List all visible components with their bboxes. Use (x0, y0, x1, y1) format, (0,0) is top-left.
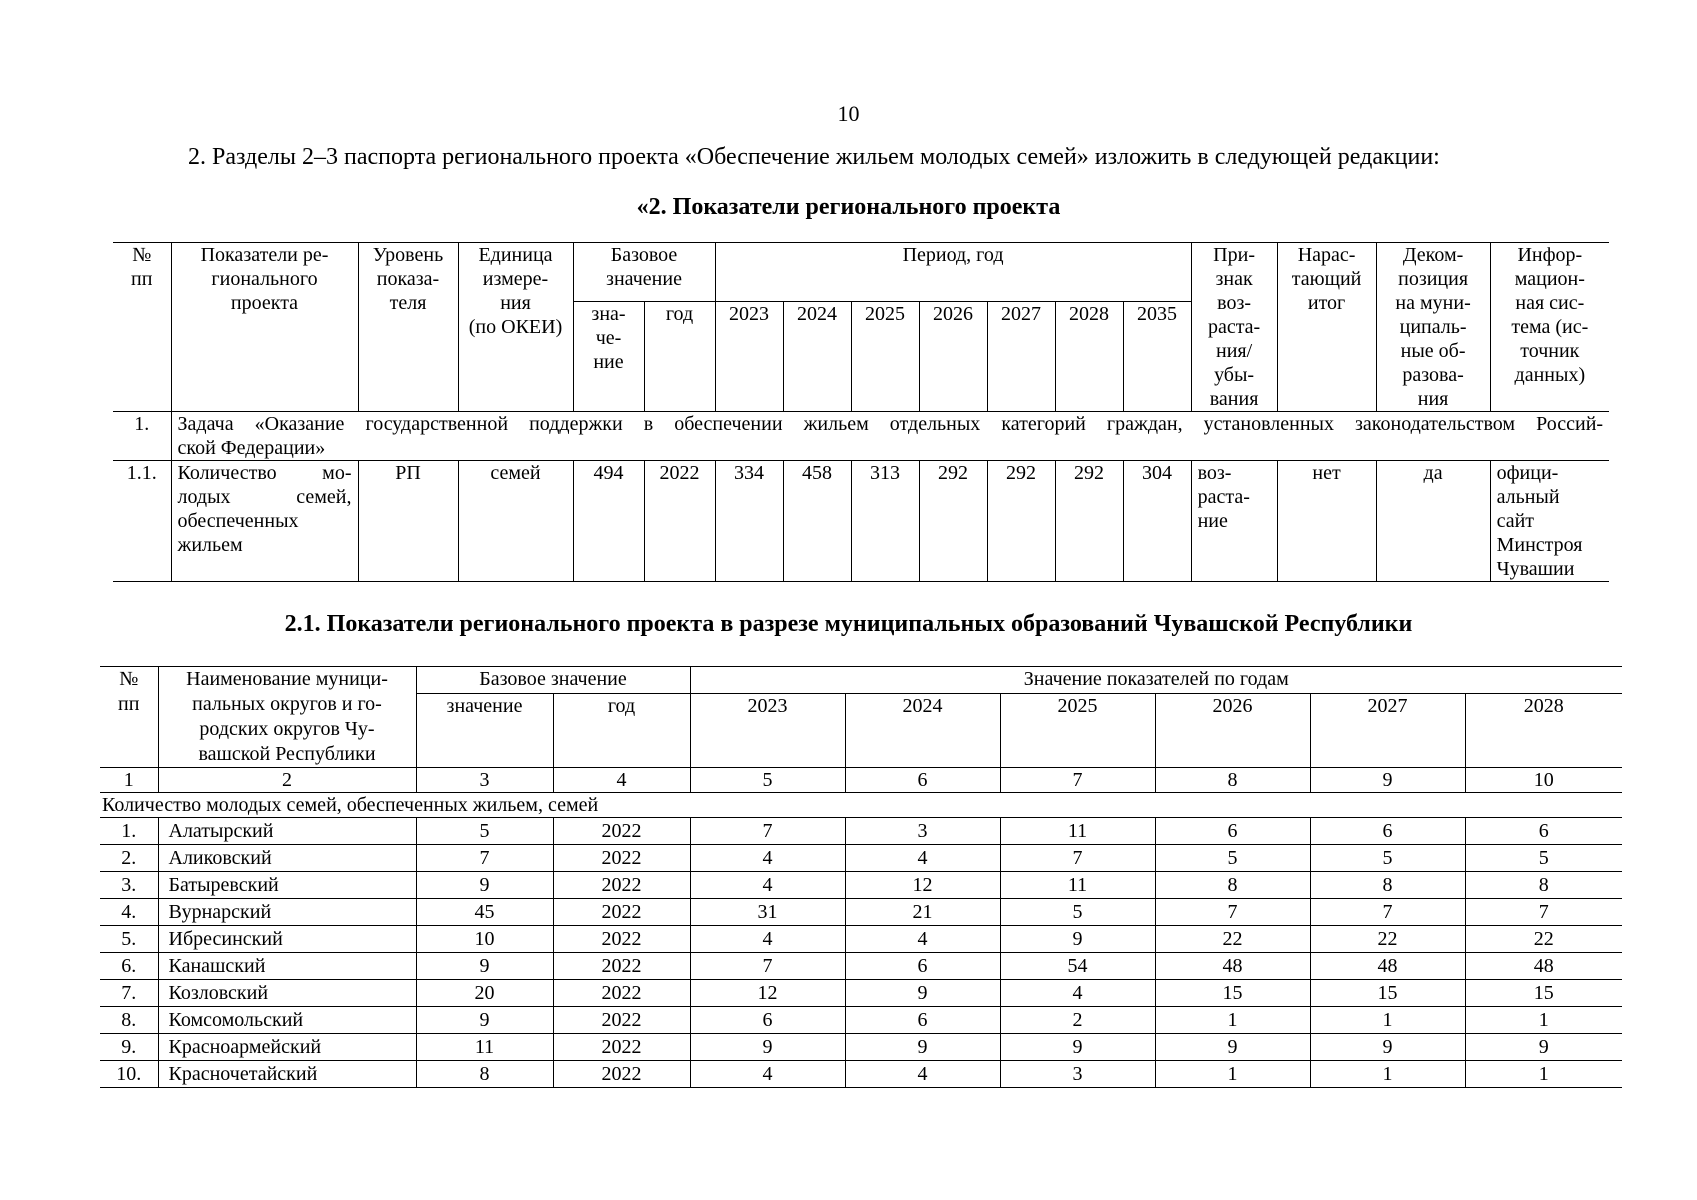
t1-head-year: 2024 (783, 302, 851, 412)
t2-head-year: 2027 (1310, 694, 1465, 768)
year-value: 2 (1000, 1007, 1155, 1034)
year-value: 22 (1310, 926, 1465, 953)
municipality-name: Красноармейский (158, 1034, 416, 1061)
t1-task-text-line2: ской Федерации» (177, 437, 326, 459)
year-value: 1 (1465, 1061, 1622, 1088)
year-value: 4 (690, 1061, 845, 1088)
t2-head-values-by-year: Значение показателей по годам (690, 667, 1622, 694)
t1-row-value: 334 (715, 461, 783, 582)
cell-line: пальных округов и го- (192, 693, 382, 715)
cell-line: ные об- (1400, 340, 1466, 362)
year-value: 4 (690, 926, 845, 953)
cell-line: Минстроя (1496, 534, 1583, 556)
cell-line: пп (131, 268, 153, 290)
cell-line: При- (1213, 244, 1255, 266)
t1-head-level (358, 243, 458, 412)
cell-line: ния/ (1215, 340, 1253, 362)
year-value: 7 (1155, 899, 1310, 926)
indicators-table (113, 242, 1609, 582)
base-value: 9 (416, 872, 553, 899)
t1-row-decomposition: да (1376, 461, 1490, 582)
t1-head-base-value (573, 302, 644, 412)
cell-line: теля (389, 292, 427, 314)
cell-line: Наименование муници- (186, 668, 388, 690)
year-value: 4 (845, 926, 1000, 953)
t1-head-year: 2025 (851, 302, 919, 412)
year-value: 48 (1465, 953, 1622, 980)
year-value: 4 (845, 845, 1000, 872)
table2-section-row (100, 793, 1622, 818)
t1-head-base (573, 243, 715, 302)
t1-task-text (171, 412, 1609, 461)
cell-line: значение (606, 268, 682, 290)
table-row (100, 926, 1622, 953)
t2-head-name (158, 667, 416, 768)
cell-line: ная сис- (1515, 292, 1585, 314)
base-value: 7 (416, 845, 553, 872)
year-value: 15 (1155, 980, 1310, 1007)
row-num: 3. (100, 872, 158, 899)
cell-line: убы- (1214, 364, 1255, 386)
cell-line: вания (1209, 388, 1259, 410)
year-value: 9 (1000, 1034, 1155, 1061)
table-row (100, 818, 1622, 845)
year-value: 7 (690, 953, 845, 980)
cell-line: ния (500, 292, 531, 314)
t2-head-base-year: год (553, 694, 690, 768)
year-value: 7 (1310, 899, 1465, 926)
cell-line: воз- (1217, 292, 1252, 314)
base-year: 2022 (553, 1007, 690, 1034)
municipality-name: Ибресинский (158, 926, 416, 953)
year-value: 12 (845, 872, 1000, 899)
t1-head-unit (458, 243, 573, 412)
t1-head-year: 2026 (919, 302, 987, 412)
t1-head-cumulative (1277, 243, 1376, 412)
base-value: 8 (416, 1061, 553, 1088)
table-row (100, 1061, 1622, 1088)
t2-col-number: 5 (690, 768, 845, 793)
year-value: 3 (1000, 1061, 1155, 1088)
year-value: 5 (1155, 845, 1310, 872)
year-value: 1 (1155, 1061, 1310, 1088)
t1-task-text-line1: Задача «Оказание государственной поддержки в обеспечении жильем отдельных категорий граждан, установленных законодательством Россий- (177, 413, 1604, 435)
year-value: 48 (1155, 953, 1310, 980)
cell-line: позиция (1398, 268, 1469, 290)
cell-line: ния (1417, 388, 1449, 410)
t2-col-number: 4 (553, 768, 690, 793)
base-value: 9 (416, 1007, 553, 1034)
cell-line: (по ОКЕИ) (468, 316, 563, 338)
page-number: 10 (837, 101, 860, 126)
t2-col-number: 9 (1310, 768, 1465, 793)
row-num: 1. (100, 818, 158, 845)
cell-line: ние (593, 351, 624, 373)
base-value: 11 (416, 1034, 553, 1061)
year-value: 11 (1000, 872, 1155, 899)
cell-line: сайт (1496, 510, 1535, 532)
table-row (100, 1034, 1622, 1061)
cell-line: зна- (591, 303, 626, 325)
t1-head-decomposition (1376, 243, 1490, 412)
year-value: 8 (1465, 872, 1622, 899)
year-value: 4 (690, 872, 845, 899)
year-value: 9 (1000, 926, 1155, 953)
t2-section-label: Количество молодых семей, обеспеченных жильем, семей (100, 793, 1622, 818)
base-year: 2022 (553, 1034, 690, 1061)
year-value: 48 (1310, 953, 1465, 980)
t1-head-year: 2027 (987, 302, 1055, 412)
cell-line: № (132, 244, 152, 266)
t1-row-base-value: 494 (573, 461, 644, 582)
cell-line: № (119, 668, 139, 690)
municipal-indicators-table (100, 666, 1622, 1088)
year-value: 6 (1465, 818, 1622, 845)
t2-head-year: 2025 (1000, 694, 1155, 768)
year-value: 1 (1465, 1007, 1622, 1034)
year-value: 6 (1310, 818, 1465, 845)
t2-head-base: Базовое значение (416, 667, 690, 694)
cell-line: разова- (1402, 364, 1464, 386)
t1-row-num: 1.1. (113, 461, 171, 582)
base-year: 2022 (553, 980, 690, 1007)
year-value: 15 (1310, 980, 1465, 1007)
year-value: 21 (845, 899, 1000, 926)
cell-line: Уровень (372, 244, 444, 266)
cell-line: точник (1520, 340, 1580, 362)
row-num: 9. (100, 1034, 158, 1061)
year-value: 4 (1000, 980, 1155, 1007)
cell-line: че- (595, 327, 622, 349)
municipality-name: Аликовский (158, 845, 416, 872)
year-value: 5 (1000, 899, 1155, 926)
t1-head-indicator (171, 243, 358, 412)
t1-head-num (113, 243, 171, 412)
table1-task-row (113, 412, 1609, 461)
table1-data-row (113, 461, 1609, 582)
base-year: 2022 (553, 872, 690, 899)
cell-line: Чувашии (1496, 558, 1575, 580)
t2-head-year: 2024 (845, 694, 1000, 768)
cell-line: итог (1307, 292, 1346, 314)
municipality-name: Вурнарский (158, 899, 416, 926)
cell-line: вашской Республики (198, 743, 376, 765)
cell-line: тающий (1291, 268, 1362, 290)
t2-col-number: 1 (100, 768, 158, 793)
year-value: 15 (1465, 980, 1622, 1007)
base-year: 2022 (553, 926, 690, 953)
row-num: 4. (100, 899, 158, 926)
municipality-name: Козловский (158, 980, 416, 1007)
year-value: 1 (1310, 1061, 1465, 1088)
cell-line: измере- (482, 268, 549, 290)
t1-row-level: РП (358, 461, 458, 582)
t1-row-value: 292 (1055, 461, 1123, 582)
base-year: 2022 (553, 845, 690, 872)
cell-line: воз- (1197, 462, 1232, 484)
table-row (100, 953, 1622, 980)
year-value: 22 (1465, 926, 1622, 953)
year-value: 9 (1465, 1034, 1622, 1061)
table-row (100, 899, 1622, 926)
t1-task-num: 1. (113, 412, 171, 461)
t2-head-year: 2026 (1155, 694, 1310, 768)
year-value: 9 (845, 1034, 1000, 1061)
year-value: 22 (1155, 926, 1310, 953)
year-value: 11 (1000, 818, 1155, 845)
base-year: 2022 (553, 953, 690, 980)
cell-line: Базовое (610, 244, 678, 266)
t1-head-info-system (1490, 243, 1609, 412)
t1-row-info-system (1490, 461, 1609, 582)
cell-line: Деком- (1402, 244, 1464, 266)
base-value: 10 (416, 926, 553, 953)
year-value: 3 (845, 818, 1000, 845)
table-row (100, 845, 1622, 872)
cell-line: обеспеченных (177, 510, 299, 532)
year-value: 6 (1155, 818, 1310, 845)
year-value: 7 (690, 818, 845, 845)
cell-line: знак (1215, 268, 1253, 290)
intro-paragraph: 2. Разделы 2–3 паспорта регионального проекта «Обеспечение жильем молодых семей» изложить в следующей редакции: (188, 144, 1440, 170)
t2-head-base-value: значение (416, 694, 553, 768)
cell-line: гионального (211, 268, 318, 290)
year-value: 8 (1310, 872, 1465, 899)
base-year: 2022 (553, 1061, 690, 1088)
cell-line: Показатели ре- (200, 244, 329, 266)
t2-col-number: 6 (845, 768, 1000, 793)
section-2-1-title: 2.1. Показатели регионального проекта в разрезе муниципальных образований Чувашской Республики (284, 611, 1413, 637)
table-row (100, 872, 1622, 899)
cell-line: Нарас- (1297, 244, 1356, 266)
municipality-name: Алатырский (158, 818, 416, 845)
t2-col-number: 2 (158, 768, 416, 793)
table2-header-row (100, 667, 1622, 694)
t1-row-value: 292 (987, 461, 1055, 582)
year-value: 4 (690, 845, 845, 872)
table-row (100, 980, 1622, 1007)
t2-col-number: 10 (1465, 768, 1622, 793)
t2-head-num (100, 667, 158, 768)
year-value: 9 (1155, 1034, 1310, 1061)
cell-line: ние (1197, 510, 1228, 532)
year-value: 9 (690, 1034, 845, 1061)
cell-line: Единица (478, 244, 553, 266)
row-num: 10. (100, 1061, 158, 1088)
t1-row-sign (1191, 461, 1277, 582)
t2-head-year: 2023 (690, 694, 845, 768)
t1-row-value: 313 (851, 461, 919, 582)
cell-line: данных) (1514, 364, 1586, 386)
table-row (100, 1007, 1622, 1034)
cell-line: жильем (177, 534, 243, 556)
municipality-name: Канашский (158, 953, 416, 980)
t1-row-value: 458 (783, 461, 851, 582)
municipality-name: Батыревский (158, 872, 416, 899)
municipality-name: Красночетайский (158, 1061, 416, 1088)
year-value: 6 (690, 1007, 845, 1034)
t1-row-unit: семей (458, 461, 573, 582)
year-value: 31 (690, 899, 845, 926)
base-value: 5 (416, 818, 553, 845)
cell-line: тема (ис- (1511, 316, 1589, 338)
t1-head-base-year: год (644, 302, 715, 412)
row-num: 2. (100, 845, 158, 872)
t1-row-cumulative: нет (1277, 461, 1376, 582)
year-value: 54 (1000, 953, 1155, 980)
row-num: 8. (100, 1007, 158, 1034)
year-value: 6 (845, 1007, 1000, 1034)
cell-line: мацион- (1514, 268, 1585, 290)
row-num: 5. (100, 926, 158, 953)
cell-line: показа- (376, 268, 440, 290)
cell-line: ципаль- (1399, 316, 1467, 338)
year-value: 7 (1000, 845, 1155, 872)
year-value: 6 (845, 953, 1000, 980)
t1-row-value: 304 (1123, 461, 1191, 582)
cell-line: раста- (1207, 316, 1261, 338)
row-num: 7. (100, 980, 158, 1007)
cell-line: альный (1496, 486, 1560, 508)
cell-line: лодых семей, (177, 486, 352, 508)
base-value: 20 (416, 980, 553, 1007)
t1-head-period: Период, год (715, 243, 1191, 302)
t2-head-year: 2028 (1465, 694, 1622, 768)
year-value: 8 (1155, 872, 1310, 899)
t1-row-value: 292 (919, 461, 987, 582)
year-value: 7 (1465, 899, 1622, 926)
year-value: 1 (1310, 1007, 1465, 1034)
t1-row-base-year: 2022 (644, 461, 715, 582)
year-value: 1 (1155, 1007, 1310, 1034)
year-value: 9 (845, 980, 1000, 1007)
cell-line: на муни- (1395, 292, 1471, 314)
t1-head-sign (1191, 243, 1277, 412)
cell-line: пп (118, 693, 140, 715)
t2-col-number: 7 (1000, 768, 1155, 793)
t2-col-number: 3 (416, 768, 553, 793)
year-value: 9 (1310, 1034, 1465, 1061)
section-2-title: «2. Показатели регионального проекта (636, 194, 1061, 220)
base-year: 2022 (553, 818, 690, 845)
cell-line: родских округов Чу- (199, 718, 375, 740)
year-value: 5 (1465, 845, 1622, 872)
base-value: 45 (416, 899, 553, 926)
t2-col-number: 8 (1155, 768, 1310, 793)
table1-header-row (113, 243, 1609, 302)
base-value: 9 (416, 953, 553, 980)
cell-line: офици- (1496, 462, 1559, 484)
year-value: 4 (845, 1061, 1000, 1088)
year-value: 5 (1310, 845, 1465, 872)
row-num: 6. (100, 953, 158, 980)
t1-head-year: 2035 (1123, 302, 1191, 412)
cell-line: раста- (1197, 486, 1250, 508)
municipality-name: Комсомольский (158, 1007, 416, 1034)
year-value: 12 (690, 980, 845, 1007)
t1-row-name (171, 461, 358, 582)
table2-column-numbers-row (100, 768, 1622, 793)
cell-line: Количество мо- (177, 462, 352, 484)
base-year: 2022 (553, 899, 690, 926)
t1-head-year: 2028 (1055, 302, 1123, 412)
cell-line: проекта (230, 292, 299, 314)
cell-line: Инфор- (1517, 244, 1583, 266)
t1-head-year: 2023 (715, 302, 783, 412)
